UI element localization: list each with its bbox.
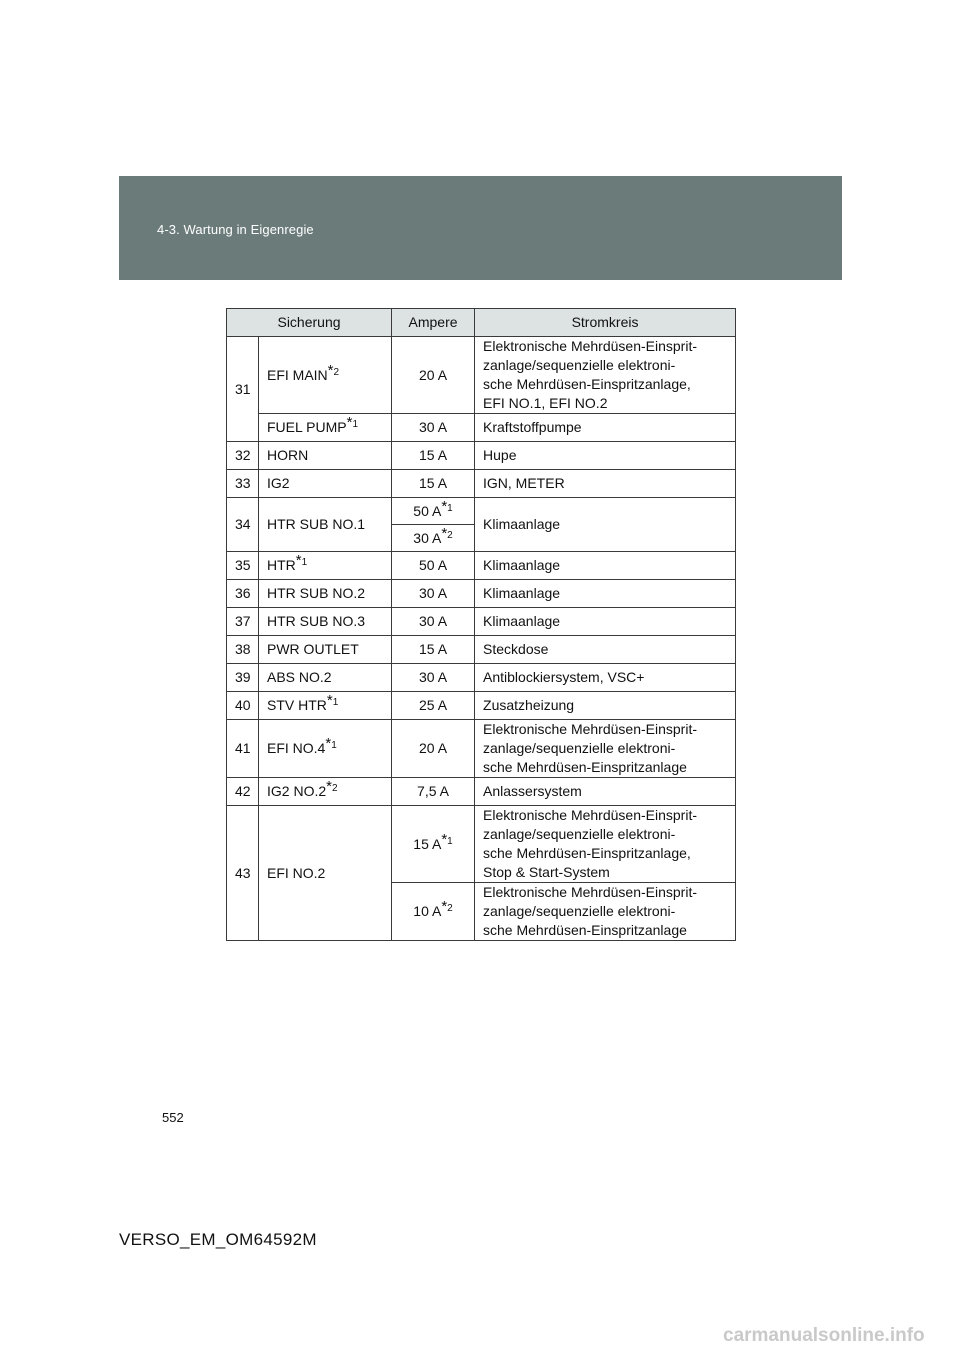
- footnote-ref: 2: [331, 783, 338, 794]
- fuse-number: 37: [227, 608, 259, 636]
- fuse-number: 32: [227, 442, 259, 470]
- fuse-name: EFI MAIN$^{*2}$: [259, 337, 392, 414]
- fuse-name: HTR$^{*1}$: [259, 552, 392, 580]
- ampere-value: 15 A: [392, 442, 475, 470]
- footnote-ref: 1: [447, 502, 453, 514]
- ampere-value: 7,5 A: [392, 778, 475, 806]
- fuse-name: EFI NO.4$^{*1}$: [259, 720, 392, 778]
- ampere-value: 30 A: [392, 580, 475, 608]
- circuit-description: Kraftstoffpumpe: [475, 414, 736, 442]
- ampere-value: 15 $A^{*1}$: [392, 806, 475, 883]
- fuse-name: HTR SUB NO.1: [259, 498, 392, 552]
- fuse-name: FUEL PUMP$^{*1}$: [259, 414, 392, 442]
- table-row: [227, 498, 736, 525]
- footnote-ref: 2: [333, 366, 340, 378]
- fuse-number: 38: [227, 636, 259, 664]
- table-row: [227, 414, 736, 442]
- fuse-number: 43: [227, 806, 259, 941]
- fuse-name: HTR SUB NO.2: [259, 580, 392, 608]
- fuse-number: 39: [227, 664, 259, 692]
- circuit-description: Klimaanlage: [475, 608, 736, 636]
- ampere-value: 20 A: [392, 337, 475, 414]
- fuse-name: IG2 NO.2$^{*2}$: [259, 778, 392, 806]
- table-row: [227, 806, 736, 883]
- document-code: VERSO_EM_OM64592M: [119, 1230, 317, 1249]
- fuse-name: STV HTR$^{*1}$: [259, 692, 392, 720]
- circuit-description: Klimaanlage: [475, 580, 736, 608]
- circuit-description: IGN, METER: [475, 470, 736, 498]
- table-header-row: [227, 309, 736, 337]
- circuit-description: Elektronische Mehrdüsen-Einsprit- zanlage/sequenzielle elektroni- sche Mehrdüsen-Einspritzanlage: [475, 883, 736, 941]
- ampere-value: 25 A: [392, 692, 475, 720]
- table-row: [227, 636, 736, 664]
- circuit-description: Antiblockiersystem, VSC+: [475, 664, 736, 692]
- ampere-value: 15 A: [392, 470, 475, 498]
- footnote-ref: 1: [447, 835, 453, 847]
- ampere-value: 50 A: [392, 552, 475, 580]
- table-row: [227, 552, 736, 580]
- column-header-sicherung: Sicherung: [227, 309, 392, 337]
- circuit-description: Elektronische Mehrdüsen-Einsprit- zanlage/sequenzielle elektroni- sche Mehrdüsen-Einspritzanlage: [475, 720, 736, 778]
- fuse-name: ABS NO.2: [259, 664, 392, 692]
- fuse-table: [226, 308, 736, 941]
- fuse-number: 36: [227, 580, 259, 608]
- table-row: [227, 692, 736, 720]
- fuse-number: 34: [227, 498, 259, 552]
- circuit-description: Steckdose: [475, 636, 736, 664]
- footnote-ref: 1: [352, 419, 359, 430]
- fuse-number: 40: [227, 692, 259, 720]
- circuit-description: Elektronische Mehrdüsen-Einsprit- zanlage/sequenzielle elektroni- sche Mehrdüsen-Einspritzanlage, Stop & Start-System: [475, 806, 736, 883]
- column-header-stromkreis: Stromkreis: [475, 309, 736, 337]
- watermark: carmanualsonline.info: [723, 1325, 925, 1346]
- table-row: [227, 608, 736, 636]
- ampere-value: 50 $A^{*1}$: [392, 498, 475, 525]
- table-row: [227, 778, 736, 806]
- fuse-name: EFI NO.2: [259, 806, 392, 941]
- ampere-value: 30 A: [392, 608, 475, 636]
- table-row: [227, 664, 736, 692]
- circuit-description: Klimaanlage: [475, 552, 736, 580]
- ampere-value: 15 A: [392, 636, 475, 664]
- table-row: [227, 470, 736, 498]
- ampere-value: 30 $A^{*2}$: [392, 525, 475, 552]
- footnote-ref: 1: [331, 740, 337, 751]
- fuse-number: 42: [227, 778, 259, 806]
- fuse-name: PWR OUTLET: [259, 636, 392, 664]
- footnote-ref: 2: [447, 529, 453, 541]
- page-number: 552: [162, 1110, 184, 1125]
- circuit-description: Hupe: [475, 442, 736, 470]
- circuit-description: Anlassersystem: [475, 778, 736, 806]
- table-row: [227, 720, 736, 778]
- section-header-band: [119, 176, 842, 280]
- circuit-description: Elektronische Mehrdüsen-Einsprit- zanlage/sequenzielle elektroni- sche Mehrdüsen-Einspritzanlage, EFI NO.1, EFI NO.2: [475, 337, 736, 414]
- ampere-value: 30 A: [392, 414, 475, 442]
- fuse-name: HORN: [259, 442, 392, 470]
- footnote-ref: 1: [301, 557, 308, 568]
- fuse-number: 31: [227, 337, 259, 442]
- table-row: [227, 580, 736, 608]
- footnote-ref: 2: [447, 903, 453, 914]
- section-title: 4-3. Wartung in Eigenregie: [157, 222, 314, 237]
- ampere-value: 20 A: [392, 720, 475, 778]
- ampere-value: 30 A: [392, 664, 475, 692]
- fuse-name: IG2: [259, 470, 392, 498]
- footnote-ref: 1: [332, 697, 339, 708]
- fuse-number: 41: [227, 720, 259, 778]
- table-row: [227, 442, 736, 470]
- table-row: [227, 337, 736, 414]
- fuse-name: HTR SUB NO.3: [259, 608, 392, 636]
- circuit-description: Zusatzheizung: [475, 692, 736, 720]
- fuse-number: 33: [227, 470, 259, 498]
- ampere-value: 10 $A^{*2}$: [392, 883, 475, 941]
- circuit-description: Klimaanlage: [475, 498, 736, 552]
- column-header-ampere: Ampere: [392, 309, 475, 337]
- fuse-number: 35: [227, 552, 259, 580]
